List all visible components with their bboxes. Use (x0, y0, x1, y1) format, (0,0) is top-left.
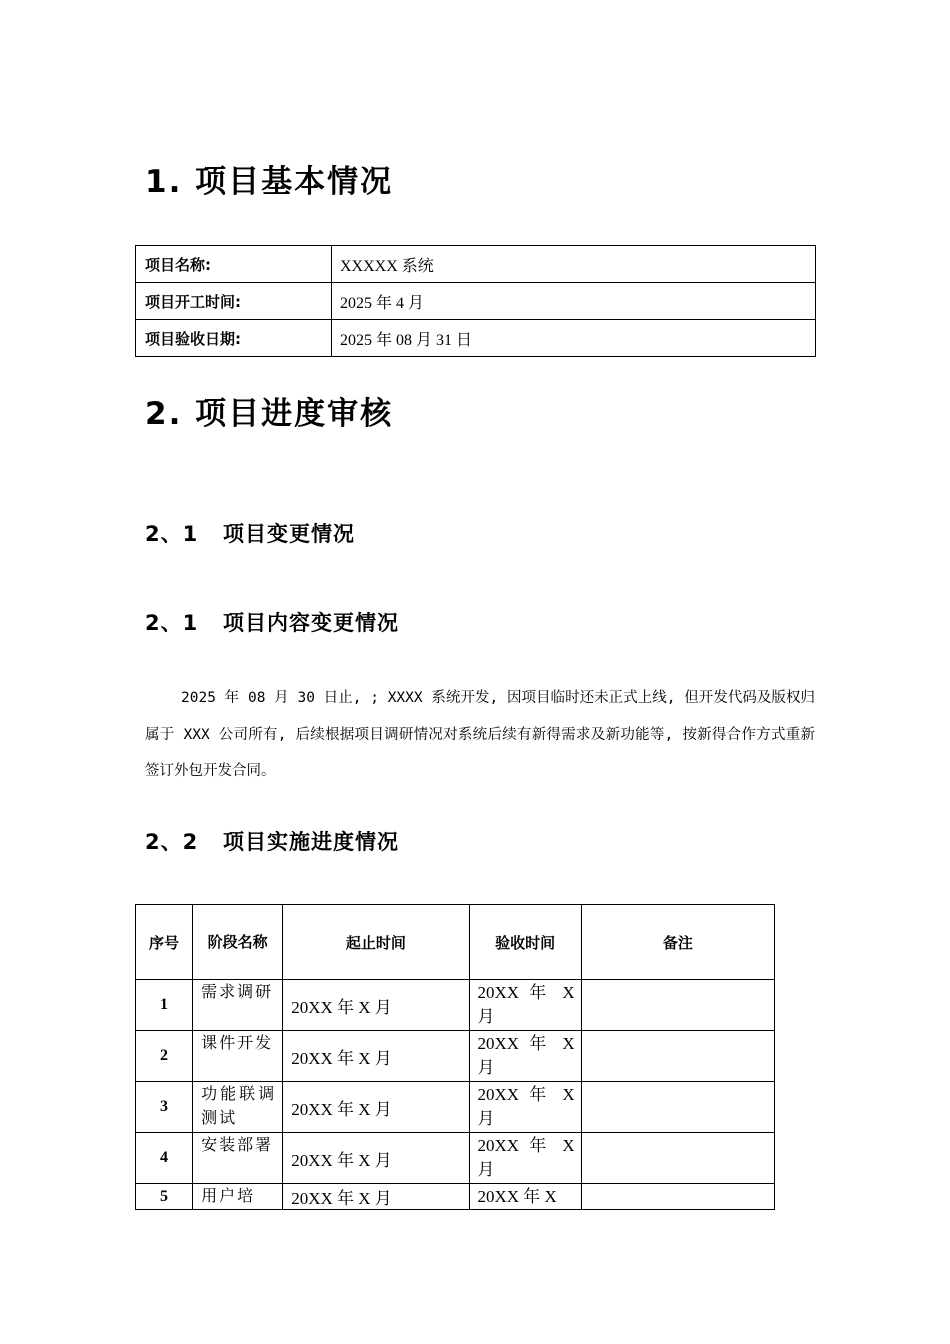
header-note: 备注 (581, 905, 774, 980)
row-acceptance: 20XX 年 X 月 (469, 980, 581, 1031)
section-title: 项目内容变更情况 (223, 611, 399, 635)
table-row (136, 1133, 775, 1184)
row-no: 4 (136, 1133, 193, 1184)
row-stage: 用户培 (193, 1184, 283, 1210)
row-range: 20XX 年 X 月 (283, 1184, 469, 1210)
table-row (136, 320, 816, 357)
table-row (136, 246, 816, 283)
change-description-paragraph: 2025 年 08 月 30 日止, ; XXXX 系统开发, 因项目临时还未正式上线, 但开发代码及版权归属于 XXX 公司所有, 后续根据项目调研情况对系统后续有新得需求及新功能等, 按新得合作方式重新签订外包开发合同。 (145, 690, 815, 779)
row-acceptance: 20XX 年 X 月 (469, 1133, 581, 1184)
info-label: 项目验收日期: (136, 320, 332, 357)
row-range: 20XX 年 X 月 (283, 980, 469, 1031)
section-1-heading: 1. 项目基本情况 (145, 164, 394, 200)
project-info-table (135, 245, 816, 357)
section-2-heading: 2. 项目进度审核 (145, 396, 394, 432)
header-stage: 阶段名称 (193, 905, 283, 980)
row-range: 20XX 年 X 月 (283, 1133, 469, 1184)
header-no: 序号 (136, 905, 193, 980)
info-label: 项目名称: (136, 246, 332, 283)
row-note (581, 1082, 774, 1133)
row-range: 20XX 年 X 月 (283, 1082, 469, 1133)
header-range: 起止时间 (283, 905, 469, 980)
row-note (581, 1133, 774, 1184)
progress-table (135, 904, 775, 1210)
section-number: 2、2 (145, 830, 199, 854)
row-no: 2 (136, 1031, 193, 1082)
section-number: 2、1 (145, 611, 199, 635)
table-row (136, 283, 816, 320)
section-2-1-content-heading (145, 607, 399, 637)
row-range: 20XX 年 X 月 (283, 1031, 469, 1082)
row-no: 3 (136, 1082, 193, 1133)
row-no: 1 (136, 980, 193, 1031)
info-value: XXXXX 系统 (332, 246, 816, 283)
table-row (136, 1082, 775, 1133)
info-value: 2025 年 08 月 31 日 (332, 320, 816, 357)
header-acceptance: 验收时间 (469, 905, 581, 980)
row-stage: 功能联调测试 (193, 1082, 283, 1133)
row-note (581, 980, 774, 1031)
table-row (136, 980, 775, 1031)
section-number: 2、1 (145, 522, 199, 546)
row-stage: 课件开发 (193, 1031, 283, 1082)
row-stage: 需求调研 (193, 980, 283, 1031)
row-note (581, 1031, 774, 1082)
section-2-1-heading (145, 518, 355, 548)
table-row (136, 1031, 775, 1082)
table-header-row (136, 905, 775, 980)
row-acceptance: 20XX 年 X (469, 1184, 581, 1210)
row-acceptance: 20XX 年 X 月 (469, 1082, 581, 1133)
info-value: 2025 年 4 月 (332, 283, 816, 320)
row-no: 5 (136, 1184, 193, 1210)
row-stage: 安装部署 (193, 1133, 283, 1184)
section-title: 项目变更情况 (223, 522, 355, 546)
section-title: 项目实施进度情况 (223, 830, 399, 854)
row-note (581, 1184, 774, 1210)
info-label: 项目开工时间: (136, 283, 332, 320)
section-2-2-heading (145, 826, 399, 856)
row-acceptance: 20XX 年 X 月 (469, 1031, 581, 1082)
table-row (136, 1184, 775, 1210)
